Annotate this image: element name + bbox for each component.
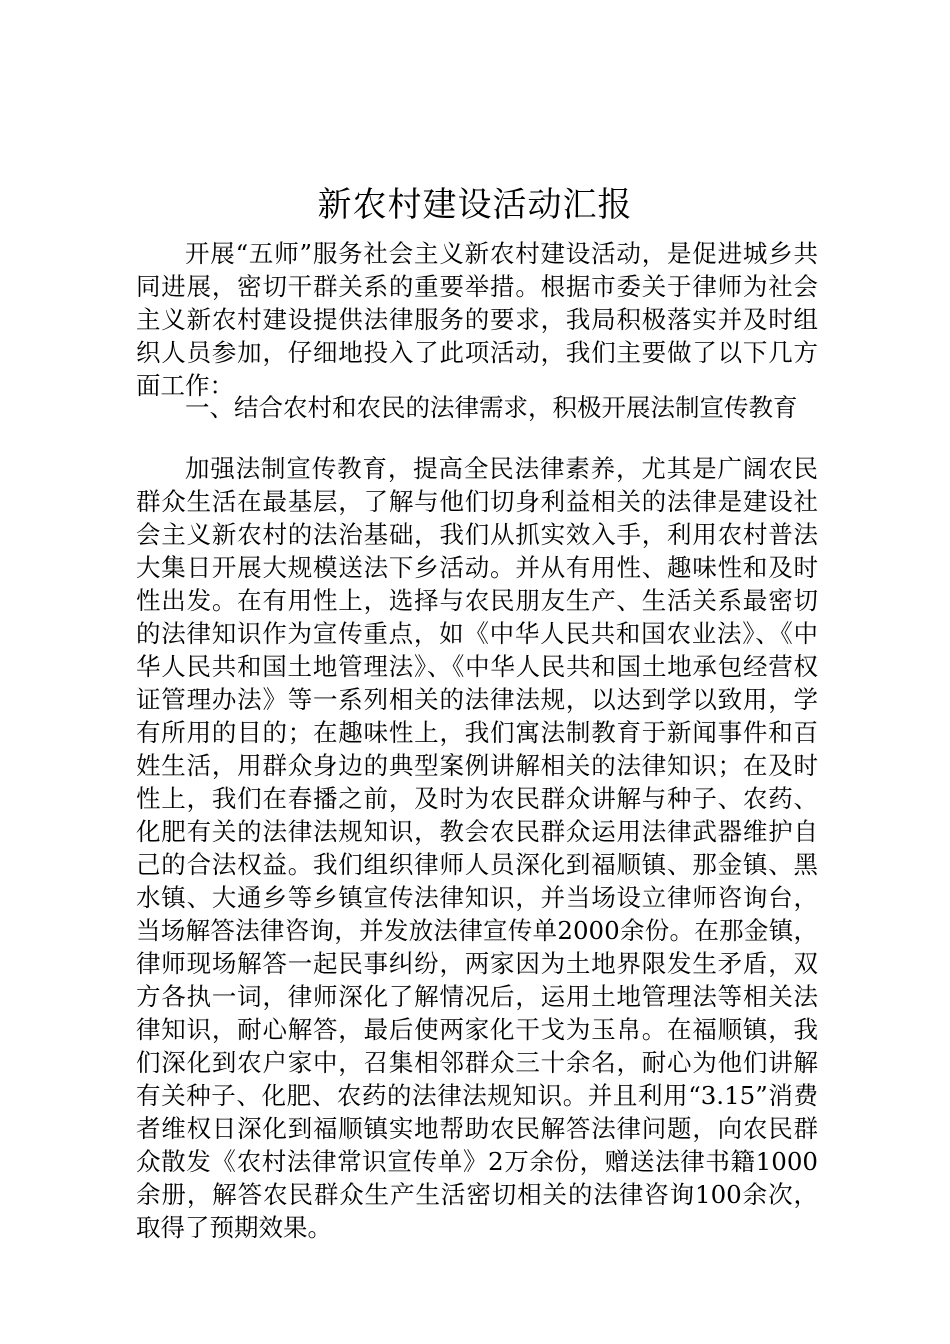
intro-paragraph-block — [136, 237, 818, 402]
section-heading-block — [136, 391, 818, 424]
section-heading: 一、结合农村和农民的法律需求，积极开展法制宣传教育 — [185, 393, 798, 422]
body-paragraph-block — [136, 452, 818, 1244]
document-title: 新农村建设活动汇报 — [317, 185, 633, 225]
intro-paragraph: 开展“五师”服务社会主义新农村建设活动，是促进城乡共同进展，密切干群关系的重要举措。根据市委关于律师为社会主义新农村建设提供法律服务的要求，我局积极落实并及时组织人员参加，仔细地投入了此项活动，我们主要做了以下几方面工作： — [136, 239, 818, 400]
body-paragraph: 加强法制宣传教育，提高全民法律素养，尤其是广阔农民群众生活在最基层，了解与他们切身利益相关的法律是建设社会主义新农村的法治基础，我们从抓实效入手，利用农村普法大集日开展大规模送法下乡活动。并从有用性、趣味性和及时性出发。在有用性上，选择与农民朋友生产、生活关系最密切的法律知识作为宣传重点，如《中华人民共和国农业法》、《中华人民共和国土地管理法》、《中华人民共和国土地承包经营权证管理办法》等一系列相关的法律法规，以达到学以致用，学有所用的目的；在趣味性上，我们寓法制教育于新闻事件和百姓生活，用群众身边的典型案例讲解相关的法律知识；在及时性上，我们在春播之前，及时为农民群众讲解与种子、农药、化肥有关的法律法规知识，教会农民群众运用法律武器维护自己的合法权益。我们组织律师人员深化到福顺镇、那金镇、黑水镇、大通乡等乡镇宣传法律知识，并当场设立律师咨询台，当场解答法律咨询，并发放法律宣传单2000余份。在那金镇，律师现场解答一起民事纠纷，两家因为土地界限发生矛盾，双方各执一词，律师深化了解情况后，运用土地管理法等相关法律知识，耐心解答，最后使两家化干戈为玉帛。在福顺镇，我们深化到农户家中，召集相邻群众三十余名，耐心为他们讲解有关种子、化肥、农药的法律法规知识。并且利用“3.15”消费者维权日深化到福顺镇实地帮助农民解答法律问题，向农民群众散发《农村法律常识宣传单》2万余份，赠送法律书籍1000余册，解答农民群众生产生活密切相关的法律咨询100余次，取得了预期效果。 — [136, 454, 818, 1242]
